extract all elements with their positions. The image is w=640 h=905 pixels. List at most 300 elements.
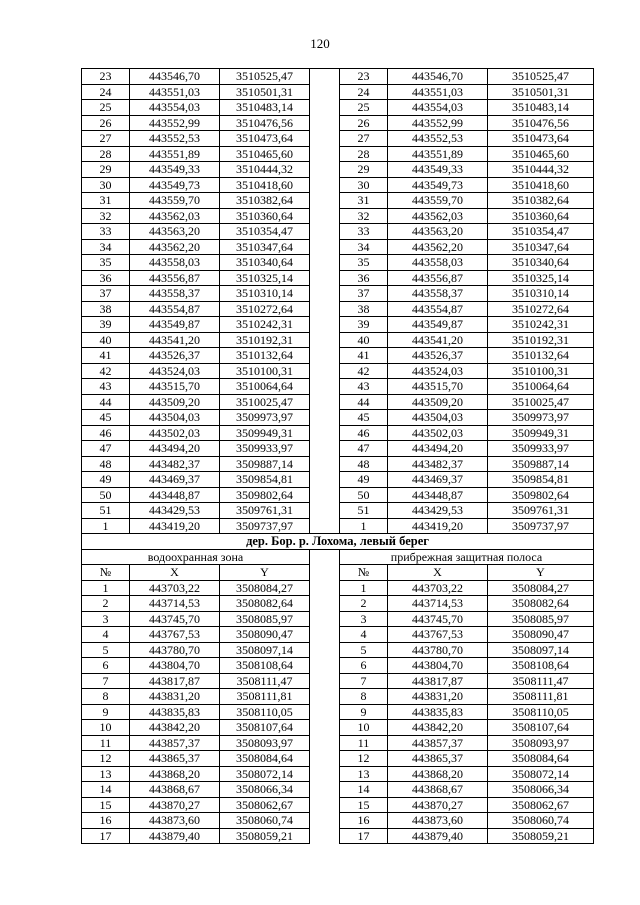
coord-y-right: 3510382,64 [488, 193, 594, 209]
table-row [82, 689, 594, 705]
table-row [82, 828, 594, 844]
point-number-left: 29 [82, 162, 130, 178]
point-number-left: 37 [82, 286, 130, 302]
table-row [82, 735, 594, 751]
coord-y-left: 3508090,47 [220, 627, 310, 643]
point-number-right: 6 [340, 658, 388, 674]
coord-x-left: 443780,70 [130, 642, 220, 658]
point-number-left: 49 [82, 472, 130, 488]
coord-x-left: 443562,03 [130, 208, 220, 224]
table-gap [310, 751, 340, 767]
coord-y-right: 3510347,64 [488, 239, 594, 255]
point-number-left: 5 [82, 642, 130, 658]
coord-y-left: 3510272,64 [220, 301, 310, 317]
coord-y-left: 3508110,05 [220, 704, 310, 720]
table-gap [310, 580, 340, 596]
coord-y-right: 3510525,47 [488, 69, 594, 85]
coord-y-left: 3510100,31 [220, 363, 310, 379]
table-gap [310, 332, 340, 348]
table-gap [310, 565, 340, 581]
table-gap [310, 658, 340, 674]
coord-y-right: 3510272,64 [488, 301, 594, 317]
table-gap [310, 410, 340, 426]
table-row [82, 379, 594, 395]
point-number-left: 50 [82, 487, 130, 503]
point-number-left: 3 [82, 611, 130, 627]
coord-y-right: 3508097,14 [488, 642, 594, 658]
point-number-right: 29 [340, 162, 388, 178]
coord-x-left: 443448,87 [130, 487, 220, 503]
point-number-left: 4 [82, 627, 130, 643]
table-row [82, 596, 594, 612]
point-number-left: 46 [82, 425, 130, 441]
table-gap [310, 84, 340, 100]
point-number-right: 10 [340, 720, 388, 736]
coord-y-right: 3509933,97 [488, 441, 594, 457]
table-gap [310, 472, 340, 488]
coord-y-right: 3508059,21 [488, 828, 594, 844]
point-number-left: 36 [82, 270, 130, 286]
table-gap [310, 177, 340, 193]
table-row [82, 394, 594, 410]
coord-y-left: 3510310,14 [220, 286, 310, 302]
coord-x-right: 443551,03 [388, 84, 488, 100]
coord-x-left: 443714,53 [130, 596, 220, 612]
point-number-right: 15 [340, 797, 388, 813]
table-row [82, 146, 594, 162]
table-gap [310, 487, 340, 503]
coord-y-left: 3509973,97 [220, 410, 310, 426]
coord-x-left: 443509,20 [130, 394, 220, 410]
point-number-left: 14 [82, 782, 130, 798]
table-row [82, 472, 594, 488]
coord-x-left: 443541,20 [130, 332, 220, 348]
table-row [82, 797, 594, 813]
table-gap [310, 208, 340, 224]
table-gap [310, 503, 340, 519]
coord-y-left: 3508072,14 [220, 766, 310, 782]
point-number-right: 4 [340, 627, 388, 643]
point-number-left: 41 [82, 348, 130, 364]
coord-x-left: 443559,70 [130, 193, 220, 209]
coord-y-right: 3510483,14 [488, 100, 594, 116]
coord-y-right: 3509737,97 [488, 518, 594, 534]
point-number-right: 23 [340, 69, 388, 85]
coord-x-left: 443554,87 [130, 301, 220, 317]
coord-y-left: 3509761,31 [220, 503, 310, 519]
coord-y-right: 3508090,47 [488, 627, 594, 643]
point-number-left: 15 [82, 797, 130, 813]
coord-x-left: 443767,53 [130, 627, 220, 643]
coord-x-left: 443865,37 [130, 751, 220, 767]
coord-y-left: 3508097,14 [220, 642, 310, 658]
point-number-left: 8 [82, 689, 130, 705]
coord-y-right: 3508072,14 [488, 766, 594, 782]
point-number-right: 8 [340, 689, 388, 705]
coord-y-left: 3509933,97 [220, 441, 310, 457]
coord-x-right: 443879,40 [388, 828, 488, 844]
table-gap [310, 301, 340, 317]
point-number-right: 38 [340, 301, 388, 317]
coord-y-left: 3510444,32 [220, 162, 310, 178]
point-number-left: 34 [82, 239, 130, 255]
coord-y-left: 3509949,31 [220, 425, 310, 441]
table-gap [310, 673, 340, 689]
coord-x-right: 443526,37 [388, 348, 488, 364]
coord-y-right: 3509854,81 [488, 472, 594, 488]
coord-y-left: 3508111,81 [220, 689, 310, 705]
coord-y-right: 3508110,05 [488, 704, 594, 720]
point-number-left: 45 [82, 410, 130, 426]
point-number-left: 26 [82, 115, 130, 131]
coord-y-left: 3508093,97 [220, 735, 310, 751]
header-num-right: № [340, 565, 388, 581]
point-number-left: 1 [82, 580, 130, 596]
point-number-right: 44 [340, 394, 388, 410]
point-number-left: 42 [82, 363, 130, 379]
point-number-right: 39 [340, 317, 388, 333]
table-row [82, 301, 594, 317]
table-gap [310, 456, 340, 472]
top-rows [82, 69, 594, 534]
table-row [82, 658, 594, 674]
coord-y-left: 3510476,56 [220, 115, 310, 131]
point-number-left: 16 [82, 813, 130, 829]
table-row [82, 177, 594, 193]
coord-x-left: 443562,20 [130, 239, 220, 255]
table-gap [310, 239, 340, 255]
coord-y-left: 3510025,47 [220, 394, 310, 410]
coord-y-right: 3510354,47 [488, 224, 594, 240]
table-gap [310, 146, 340, 162]
point-number-right: 34 [340, 239, 388, 255]
table-row [82, 580, 594, 596]
point-number-right: 1 [340, 580, 388, 596]
coord-x-right: 443549,87 [388, 317, 488, 333]
zone-right-label: прибрежная защитная полоса [340, 549, 594, 565]
coord-y-left: 3510483,14 [220, 100, 310, 116]
coord-x-right: 443552,53 [388, 131, 488, 147]
table-gap [310, 425, 340, 441]
table-row [82, 425, 594, 441]
table-row [82, 162, 594, 178]
point-number-right: 43 [340, 379, 388, 395]
coord-x-left: 443482,37 [130, 456, 220, 472]
point-number-right: 7 [340, 673, 388, 689]
point-number-right: 5 [340, 642, 388, 658]
coord-x-left: 443429,53 [130, 503, 220, 519]
coord-x-right: 443831,20 [388, 689, 488, 705]
coord-y-right: 3509949,31 [488, 425, 594, 441]
coord-y-right: 3508066,34 [488, 782, 594, 798]
coord-y-right: 3508107,64 [488, 720, 594, 736]
coord-y-right: 3510242,31 [488, 317, 594, 333]
coord-y-right: 3508060,74 [488, 813, 594, 829]
table-gap [310, 394, 340, 410]
point-number-right: 40 [340, 332, 388, 348]
point-number-right: 14 [340, 782, 388, 798]
table-gap [310, 596, 340, 612]
coord-y-left: 3510418,60 [220, 177, 310, 193]
point-number-left: 43 [82, 379, 130, 395]
table-row [82, 410, 594, 426]
point-number-right: 37 [340, 286, 388, 302]
coord-x-right: 443562,03 [388, 208, 488, 224]
coord-x-left: 443469,37 [130, 472, 220, 488]
table-gap [310, 224, 340, 240]
coord-y-right: 3510340,64 [488, 255, 594, 271]
point-number-right: 48 [340, 456, 388, 472]
coord-x-left: 443554,03 [130, 100, 220, 116]
bottom-rows [82, 580, 594, 844]
table-row [82, 751, 594, 767]
point-number-left: 11 [82, 735, 130, 751]
coord-x-right: 443419,20 [388, 518, 488, 534]
table-gap [310, 100, 340, 116]
point-number-left: 47 [82, 441, 130, 457]
point-number-right: 31 [340, 193, 388, 209]
table-gap [310, 549, 340, 565]
coord-y-left: 3510325,14 [220, 270, 310, 286]
coord-x-left: 443524,03 [130, 363, 220, 379]
point-number-left: 31 [82, 193, 130, 209]
coord-x-left: 443556,87 [130, 270, 220, 286]
point-number-right: 50 [340, 487, 388, 503]
coord-x-left: 443526,37 [130, 348, 220, 364]
point-number-right: 27 [340, 131, 388, 147]
point-number-right: 9 [340, 704, 388, 720]
coord-x-right: 443563,20 [388, 224, 488, 240]
table-gap [310, 813, 340, 829]
coordinates-table [81, 68, 594, 844]
coord-y-right: 3509761,31 [488, 503, 594, 519]
coord-y-right: 3510025,47 [488, 394, 594, 410]
coord-y-right: 3510100,31 [488, 363, 594, 379]
coord-x-right: 443482,37 [388, 456, 488, 472]
table-row [82, 239, 594, 255]
coord-x-left: 443549,87 [130, 317, 220, 333]
coord-y-left: 3508107,64 [220, 720, 310, 736]
table-gap [310, 627, 340, 643]
coord-x-left: 443558,03 [130, 255, 220, 271]
point-number-left: 40 [82, 332, 130, 348]
table-gap [310, 611, 340, 627]
coord-y-left: 3509802,64 [220, 487, 310, 503]
table-gap [310, 782, 340, 798]
header-num-left: № [82, 565, 130, 581]
coord-x-left: 443552,53 [130, 131, 220, 147]
coord-x-right: 443835,83 [388, 704, 488, 720]
point-number-left: 9 [82, 704, 130, 720]
table-gap [310, 348, 340, 364]
table-gap [310, 255, 340, 271]
table-gap [310, 69, 340, 85]
point-number-left: 1 [82, 518, 130, 534]
point-number-right: 47 [340, 441, 388, 457]
table-gap [310, 270, 340, 286]
coord-x-right: 443541,20 [388, 332, 488, 348]
coord-x-left: 443804,70 [130, 658, 220, 674]
coord-x-right: 443857,37 [388, 735, 488, 751]
coord-x-right: 443804,70 [388, 658, 488, 674]
coord-x-right: 443549,33 [388, 162, 488, 178]
coord-x-right: 443868,67 [388, 782, 488, 798]
point-number-left: 30 [82, 177, 130, 193]
table-row [82, 84, 594, 100]
coord-y-right: 3508111,81 [488, 689, 594, 705]
table-row [82, 100, 594, 116]
point-number-right: 46 [340, 425, 388, 441]
coord-y-left: 3510382,64 [220, 193, 310, 209]
point-number-right: 28 [340, 146, 388, 162]
table-row [82, 518, 594, 534]
point-number-left: 39 [82, 317, 130, 333]
coord-y-right: 3510325,14 [488, 270, 594, 286]
table-row [82, 487, 594, 503]
coord-x-left: 443551,03 [130, 84, 220, 100]
coord-x-left: 443873,60 [130, 813, 220, 829]
table-row [82, 69, 594, 85]
table-row [82, 720, 594, 736]
coord-x-left: 443703,22 [130, 580, 220, 596]
coord-y-left: 3508062,67 [220, 797, 310, 813]
coord-y-left: 3510132,64 [220, 348, 310, 364]
coord-y-left: 3508085,97 [220, 611, 310, 627]
point-number-left: 33 [82, 224, 130, 240]
table-gap [310, 379, 340, 395]
coord-x-right: 443502,03 [388, 425, 488, 441]
point-number-right: 51 [340, 503, 388, 519]
table-gap [310, 317, 340, 333]
coord-x-left: 443419,20 [130, 518, 220, 534]
point-number-right: 32 [340, 208, 388, 224]
point-number-right: 30 [340, 177, 388, 193]
coord-y-right: 3510418,60 [488, 177, 594, 193]
table-row [82, 208, 594, 224]
coord-x-right: 443745,70 [388, 611, 488, 627]
point-number-left: 7 [82, 673, 130, 689]
coord-y-left: 3510242,31 [220, 317, 310, 333]
coord-x-left: 443552,99 [130, 115, 220, 131]
coord-y-left: 3510354,47 [220, 224, 310, 240]
point-number-left: 17 [82, 828, 130, 844]
table-row [82, 348, 594, 364]
point-number-right: 3 [340, 611, 388, 627]
table-row [82, 270, 594, 286]
table-gap [310, 689, 340, 705]
coord-x-left: 443549,33 [130, 162, 220, 178]
coord-y-right: 3508108,64 [488, 658, 594, 674]
point-number-right: 45 [340, 410, 388, 426]
coord-x-left: 443870,27 [130, 797, 220, 813]
coord-x-right: 443714,53 [388, 596, 488, 612]
coord-y-right: 3508084,64 [488, 751, 594, 767]
section-header [82, 534, 594, 581]
point-number-right: 11 [340, 735, 388, 751]
coord-y-right: 3510465,60 [488, 146, 594, 162]
coord-y-right: 3508085,97 [488, 611, 594, 627]
table-row [82, 813, 594, 829]
coord-x-right: 443551,89 [388, 146, 488, 162]
point-number-left: 12 [82, 751, 130, 767]
point-number-right: 49 [340, 472, 388, 488]
zone-left-label: водоохранная зона [82, 549, 310, 565]
table-gap [310, 131, 340, 147]
coord-y-left: 3510525,47 [220, 69, 310, 85]
coord-x-right: 443870,27 [388, 797, 488, 813]
coord-y-left: 3508082,64 [220, 596, 310, 612]
coord-y-right: 3508093,97 [488, 735, 594, 751]
coord-x-left: 443831,20 [130, 689, 220, 705]
coord-y-right: 3510310,14 [488, 286, 594, 302]
coord-x-right: 443554,87 [388, 301, 488, 317]
table-gap [310, 286, 340, 302]
table-gap [310, 115, 340, 131]
point-number-right: 16 [340, 813, 388, 829]
coord-y-left: 3508084,27 [220, 580, 310, 596]
table-row [82, 363, 594, 379]
coord-y-left: 3510360,64 [220, 208, 310, 224]
table-row [82, 115, 594, 131]
coord-y-right: 3510132,64 [488, 348, 594, 364]
coord-x-left: 443745,70 [130, 611, 220, 627]
point-number-left: 38 [82, 301, 130, 317]
table-gap [310, 828, 340, 844]
coord-x-left: 443842,20 [130, 720, 220, 736]
point-number-right: 1 [340, 518, 388, 534]
table-gap [310, 797, 340, 813]
coord-y-left: 3510340,64 [220, 255, 310, 271]
coord-x-right: 443515,70 [388, 379, 488, 395]
coord-x-right: 443509,20 [388, 394, 488, 410]
point-number-right: 33 [340, 224, 388, 240]
coord-x-right: 443448,87 [388, 487, 488, 503]
page-number: 120 [310, 36, 330, 51]
coord-y-left: 3510347,64 [220, 239, 310, 255]
table-row [82, 503, 594, 519]
table-gap [310, 766, 340, 782]
table-gap [310, 363, 340, 379]
coord-y-left: 3508066,34 [220, 782, 310, 798]
header-x-left: X [130, 565, 220, 581]
table-row [82, 611, 594, 627]
coord-x-right: 443429,53 [388, 503, 488, 519]
table-row [82, 317, 594, 333]
table-row [82, 456, 594, 472]
coord-y-right: 3510192,31 [488, 332, 594, 348]
coord-x-right: 443780,70 [388, 642, 488, 658]
point-number-left: 13 [82, 766, 130, 782]
table-row [82, 673, 594, 689]
coord-x-left: 443515,70 [130, 379, 220, 395]
coord-x-right: 443552,99 [388, 115, 488, 131]
coord-y-right: 3508062,67 [488, 797, 594, 813]
coord-y-right: 3510444,32 [488, 162, 594, 178]
coord-x-left: 443857,37 [130, 735, 220, 751]
coord-y-left: 3510501,31 [220, 84, 310, 100]
coord-y-right: 3509973,97 [488, 410, 594, 426]
point-number-right: 35 [340, 255, 388, 271]
coord-x-left: 443551,89 [130, 146, 220, 162]
coord-x-left: 443502,03 [130, 425, 220, 441]
section-title: дер. Бор. р. Лохома, левый берег [82, 534, 594, 550]
coord-x-left: 443546,70 [130, 69, 220, 85]
coord-x-left: 443558,37 [130, 286, 220, 302]
coord-y-right: 3508111,47 [488, 673, 594, 689]
coord-x-left: 443504,03 [130, 410, 220, 426]
table-gap [310, 193, 340, 209]
table-row [82, 286, 594, 302]
